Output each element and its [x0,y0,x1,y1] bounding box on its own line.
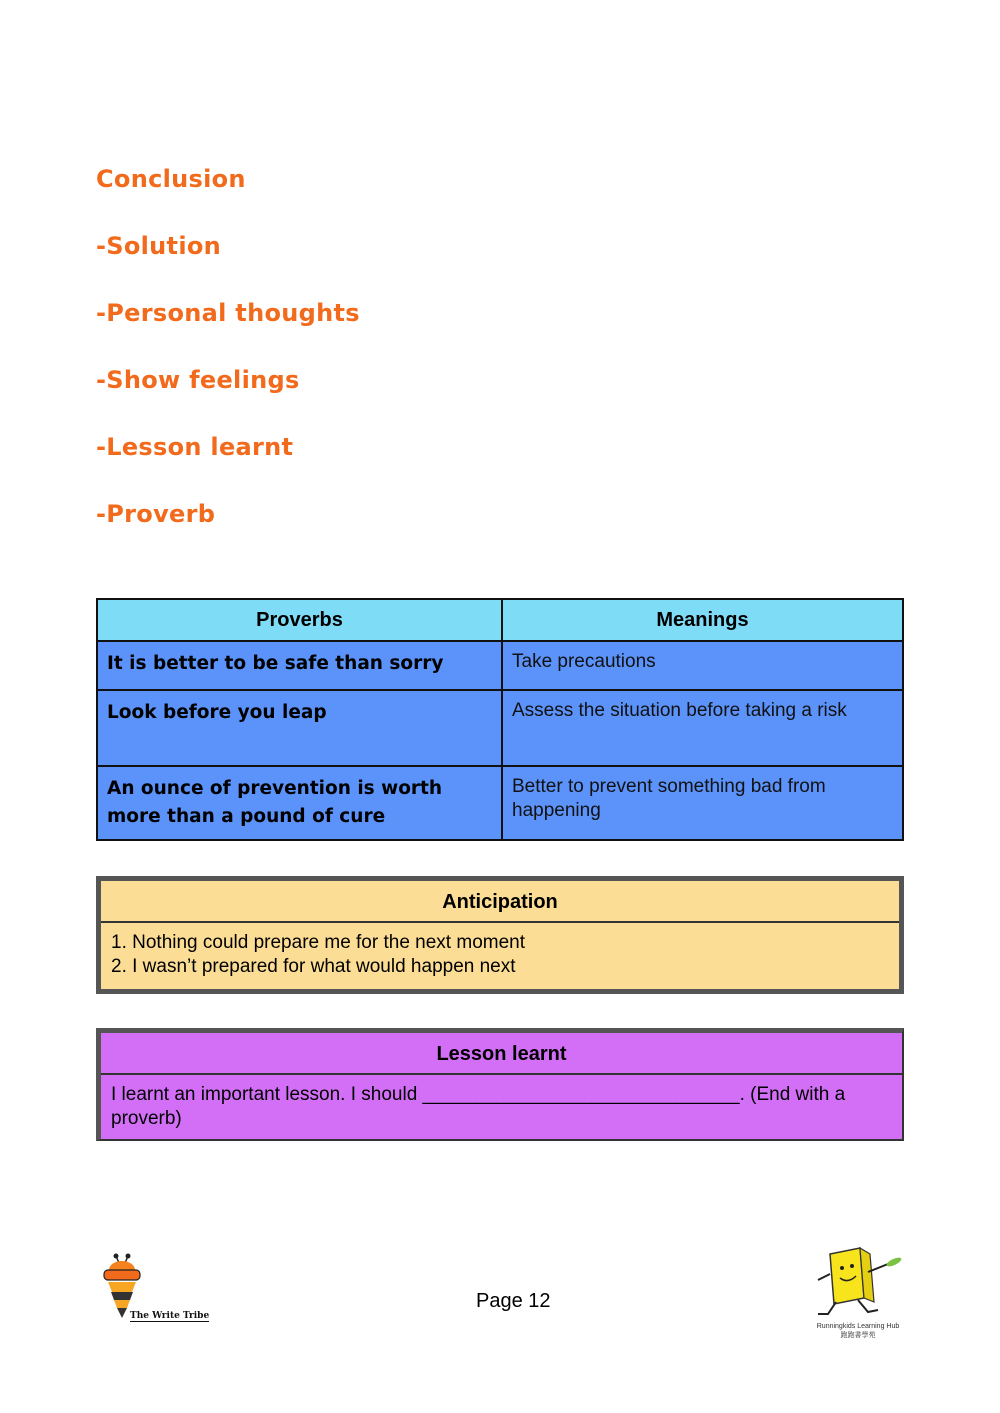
heading-solution: -Solution [96,232,222,260]
meaning-cell: Take precautions [502,641,903,690]
runningkids-logo-text-line2: 跑跑書學苑 [840,1332,876,1339]
heading-show-feelings: -Show feelings [96,366,300,394]
page-number: Page 12 [476,1290,551,1312]
runningkids-logo-text [806,1322,910,1340]
anticipation-line: 2. I wasn’t prepared for what would happen next [111,956,516,977]
lesson-learnt-title: Lesson learnt [101,1033,902,1075]
table-row [97,766,903,840]
proverb-cell: An ounce of prevention is worth more than a pound of cure [97,766,502,840]
heading-proverb: -Proverb [96,500,216,528]
lesson-learnt-box [96,1028,904,1141]
table-row [97,690,903,766]
anticipation-body [101,923,899,989]
heading-personal-thoughts: -Personal thoughts [96,299,360,327]
write-tribe-logo-text: The Write Tribe [130,1311,210,1321]
meaning-cell: Assess the situation before taking a risk [502,690,903,766]
proverb-cell: Look before you leap [97,690,502,766]
outline-headings [96,160,360,562]
table-header-row [97,599,903,641]
runningkids-logo-text-line1: Runningkids Learning Hub [816,1323,900,1330]
anticipation-line: 1. Nothing could prepare me for the next moment [111,932,526,953]
heading-lesson-learnt: -Lesson learnt [96,433,294,461]
meaning-cell: Better to prevent something bad from happening [502,766,903,840]
runningkids-book-logo-icon [808,1244,908,1324]
table-row [97,641,903,690]
lesson-learnt-text: I learnt an important lesson. I should ______________________________. (End with a proverb) [111,1084,846,1129]
anticipation-box [96,876,904,994]
column-header-meanings: Meanings [502,599,903,641]
column-header-proverbs: Proverbs [97,599,502,641]
anticipation-title: Anticipation [101,881,899,923]
proverb-cell: It is better to be safe than sorry [97,641,502,690]
proverbs-table [96,598,904,841]
heading-conclusion: Conclusion [96,165,246,193]
